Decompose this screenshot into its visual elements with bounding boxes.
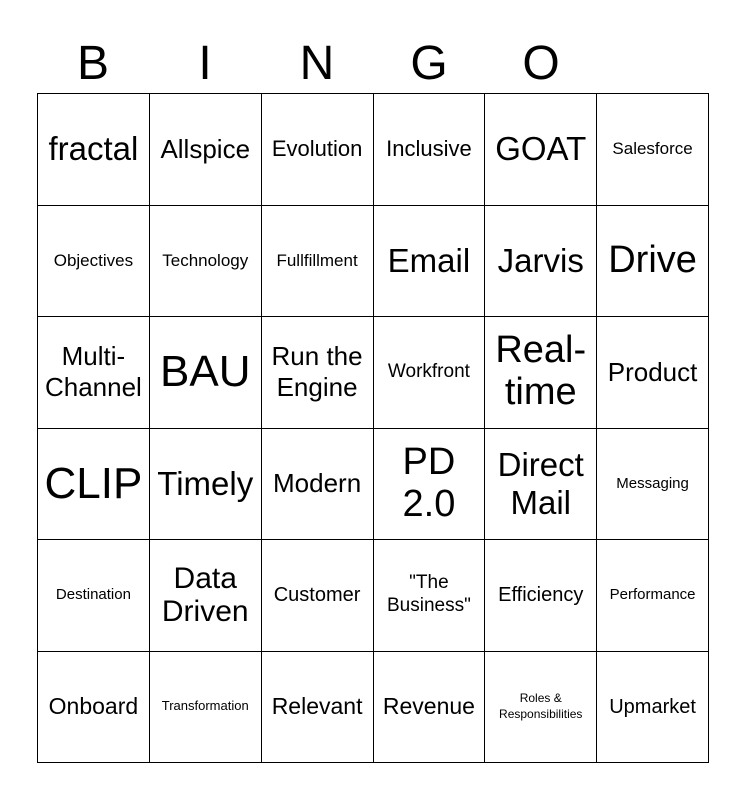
- bingo-cell[interactable]: Messaging: [597, 429, 709, 541]
- bingo-cell[interactable]: CLIP: [38, 429, 150, 541]
- bingo-cell[interactable]: Onboard: [38, 652, 150, 764]
- bingo-card-grid: [37, 93, 709, 763]
- bingo-cell[interactable]: Data Driven: [150, 540, 262, 652]
- header-letter-n: N: [299, 37, 335, 90]
- bingo-cell[interactable]: Upmarket: [597, 652, 709, 764]
- bingo-cell[interactable]: Salesforce: [597, 94, 709, 206]
- bingo-cell[interactable]: Objectives: [38, 206, 150, 318]
- bingo-cell[interactable]: Direct Mail: [485, 429, 597, 541]
- bingo-cell[interactable]: fractal: [38, 94, 150, 206]
- bingo-cell[interactable]: Workfront: [374, 317, 486, 429]
- bingo-cell[interactable]: Revenue: [374, 652, 486, 764]
- bingo-cell[interactable]: Evolution: [262, 94, 374, 206]
- bingo-cell[interactable]: Customer: [262, 540, 374, 652]
- bingo-header: [37, 36, 709, 92]
- bingo-cell[interactable]: Modern: [262, 429, 374, 541]
- bingo-cell[interactable]: GOAT: [485, 94, 597, 206]
- bingo-cell[interactable]: Transformation: [150, 652, 262, 764]
- bingo-cell[interactable]: Relevant: [262, 652, 374, 764]
- bingo-cell[interactable]: Multi-Channel: [38, 317, 150, 429]
- bingo-cell[interactable]: Roles & Responsibilities: [485, 652, 597, 764]
- bingo-cell[interactable]: BAU: [150, 317, 262, 429]
- bingo-cell[interactable]: Jarvis: [485, 206, 597, 318]
- bingo-cell[interactable]: Efficiency: [485, 540, 597, 652]
- bingo-cell[interactable]: Email: [374, 206, 486, 318]
- bingo-cell[interactable]: Inclusive: [374, 94, 486, 206]
- bingo-cell[interactable]: Real-time: [485, 317, 597, 429]
- bingo-cell[interactable]: Performance: [597, 540, 709, 652]
- bingo-cell[interactable]: Technology: [150, 206, 262, 318]
- bingo-cell[interactable]: PD 2.0: [374, 429, 486, 541]
- bingo-cell[interactable]: "The Business": [374, 540, 486, 652]
- bingo-cell[interactable]: Destination: [38, 540, 150, 652]
- bingo-cell[interactable]: Fullfillment: [262, 206, 374, 318]
- bingo-cell[interactable]: Drive: [597, 206, 709, 318]
- header-letter-g: G: [410, 37, 448, 90]
- bingo-cell[interactable]: Run the Engine: [262, 317, 374, 429]
- bingo-cell[interactable]: Timely: [150, 429, 262, 541]
- bingo-cell[interactable]: Product: [597, 317, 709, 429]
- header-letter-o: O: [522, 37, 560, 90]
- bingo-cell[interactable]: Allspice: [150, 94, 262, 206]
- header-letter-i: I: [198, 37, 212, 90]
- header-letter-b: B: [76, 37, 109, 90]
